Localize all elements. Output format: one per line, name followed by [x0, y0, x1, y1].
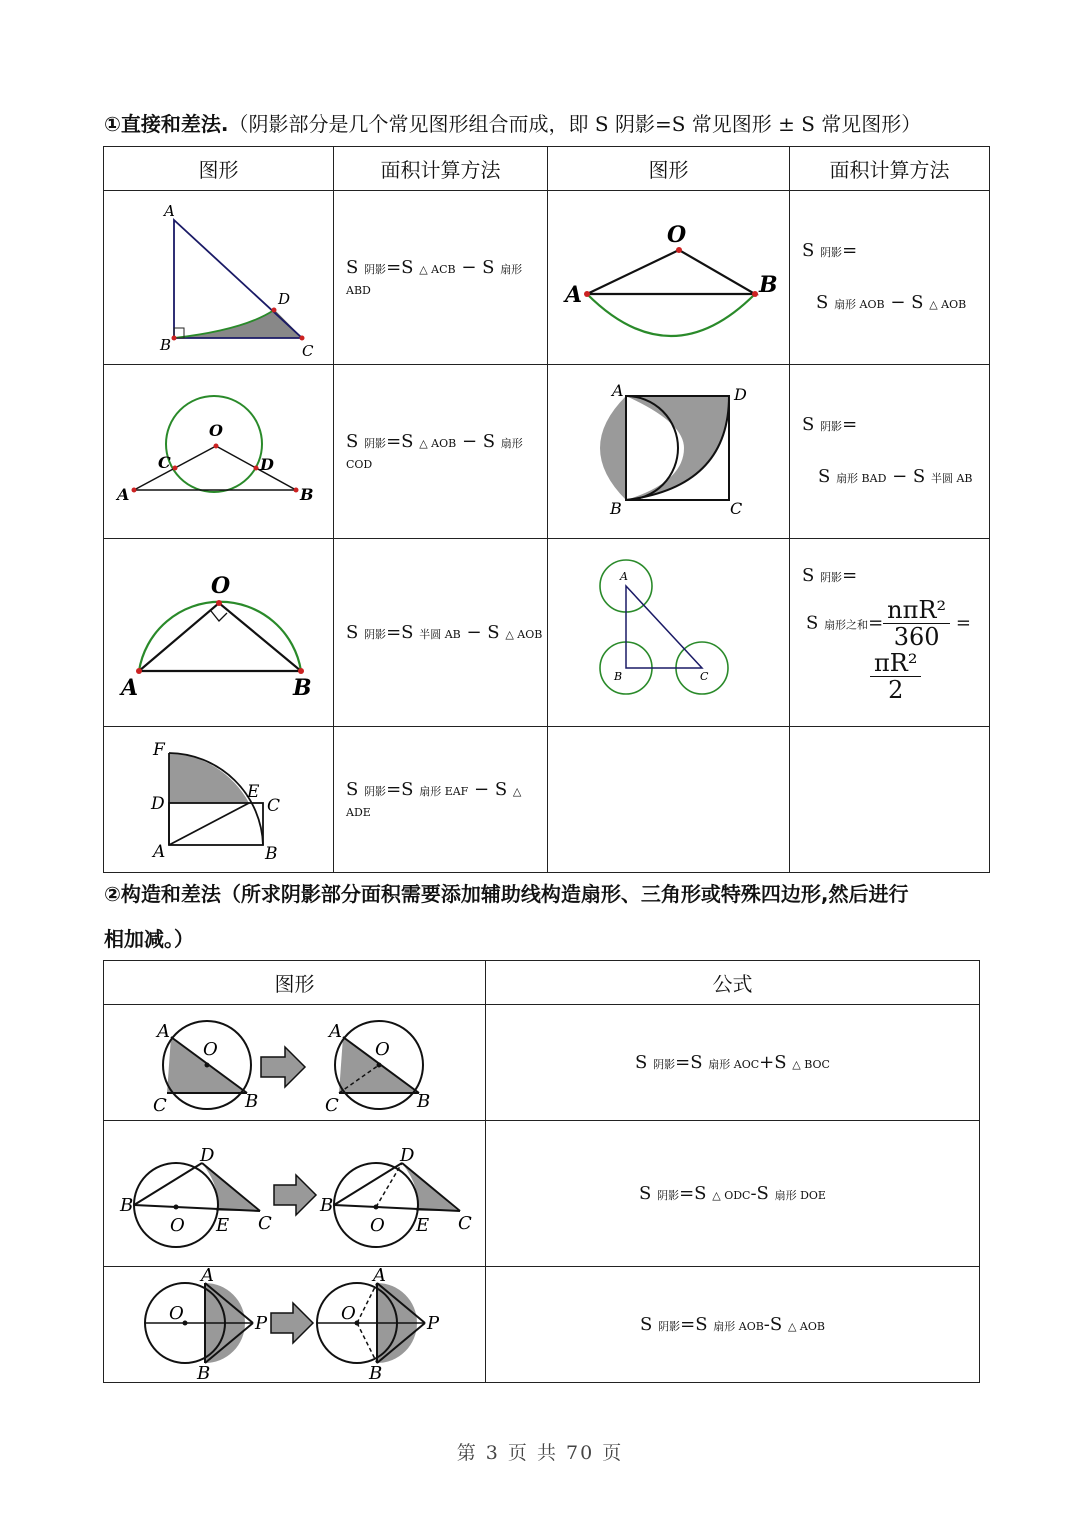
- figure-construct-3: [104, 1264, 486, 1384]
- empty-cell: [790, 727, 990, 873]
- label-D: D: [259, 454, 274, 474]
- formula-row-2: S 阴影=S △ ODC-S 扇形 DOE: [486, 1121, 980, 1267]
- label-A: A: [564, 281, 582, 308]
- section2-heading-line2: 相加减。）: [104, 927, 194, 951]
- header-figure-2: 图形: [548, 147, 790, 191]
- svg-text:C: C: [457, 1212, 472, 1234]
- label-A: A: [116, 484, 129, 504]
- label-O: O: [666, 221, 686, 248]
- section1-table: [103, 146, 990, 873]
- formula-r4c2: S 阴影=S 扇形 EAF − S △ ADE: [334, 727, 548, 873]
- svg-text:B: B: [119, 1194, 133, 1216]
- label-D: D: [277, 289, 290, 308]
- svg-text:D: D: [199, 1144, 214, 1166]
- label-B: B: [613, 669, 622, 683]
- svg-text:A: A: [328, 1020, 342, 1042]
- label-A: A: [619, 569, 628, 583]
- empty-cell: [548, 727, 790, 873]
- svg-text:B: B: [368, 1362, 382, 1384]
- label-F: F: [152, 739, 165, 760]
- svg-text:O: O: [169, 1214, 185, 1236]
- figure-circle-triangle: [104, 365, 334, 539]
- figure-rectangle-sector: [104, 727, 334, 873]
- label-C: C: [157, 452, 171, 472]
- label-A: A: [163, 201, 175, 220]
- svg-text:B: B: [416, 1090, 430, 1112]
- label-B: B: [292, 674, 312, 701]
- formula-r3c2: S 阴影=S 半圆 AB − S △ AOB: [334, 539, 548, 727]
- svg-text:P: P: [254, 1312, 267, 1334]
- svg-text:C: C: [324, 1094, 339, 1116]
- svg-text:O: O: [202, 1038, 218, 1060]
- label-D: D: [150, 793, 165, 814]
- label-B: B: [758, 271, 778, 298]
- formula-r1c2: S 阴影=S △ ACB − S 扇形 ABD: [334, 191, 548, 365]
- label-D: D: [733, 384, 747, 404]
- section1-title-bold: ①直接和差法.: [104, 112, 229, 136]
- formula-row-3: S 阴影=S 扇形 AOB-S △ AOB: [486, 1267, 980, 1383]
- label-C: C: [266, 795, 280, 816]
- svg-text:O: O: [168, 1302, 184, 1324]
- label-O: O: [210, 572, 230, 599]
- svg-text:D: D: [399, 1144, 414, 1166]
- header-figure: 图形: [104, 961, 486, 1005]
- svg-text:C: C: [257, 1212, 272, 1234]
- svg-text:E: E: [415, 1214, 429, 1236]
- formula-r3c4: S 阴影= S 扇形之和= $\frac{\text{nπR²}}{360}$ = $\frac{\text{πR²}}{2}$: [790, 539, 990, 727]
- svg-text:B: B: [319, 1194, 333, 1216]
- section1-title-rest: （阴影部分是几个常见图形组合而成，即 S 阴影=S 常见图形 ± S 常见图形）: [228, 112, 922, 136]
- formula-r2c4: S 阴影= S 扇形 BAD − S 半圆 AB: [790, 365, 990, 539]
- header-formula: 公式: [486, 961, 980, 1005]
- label-C: C: [301, 341, 313, 360]
- figure-construct-1: [104, 1005, 486, 1121]
- svg-text:A: A: [156, 1020, 170, 1042]
- formula-r2c2: S 阴影=S △ AOB − S 扇形 COD: [334, 365, 548, 539]
- svg-text:O: O: [340, 1302, 356, 1324]
- page-footer: 第 3 页 共 70 页: [456, 1442, 624, 1464]
- svg-text:C: C: [152, 1094, 167, 1116]
- label-C: C: [699, 669, 708, 683]
- svg-text:E: E: [215, 1214, 229, 1236]
- figure-construct-2: [104, 1121, 486, 1267]
- label-E: E: [246, 781, 259, 802]
- section2-heading-line1: ②构造和差法（所求阴影部分面积需要添加辅助线构造扇形、三角形或特殊四边形,然后进行: [104, 882, 909, 906]
- label-A: A: [120, 674, 138, 701]
- formula-row-1: S 阴影=S 扇形 AOC+S △ BOC: [486, 1005, 980, 1121]
- header-method-1: 面积计算方法: [334, 147, 548, 191]
- section2-table: [103, 960, 980, 1383]
- svg-text:O: O: [374, 1038, 390, 1060]
- svg-text:A: A: [200, 1264, 214, 1286]
- label-B: B: [299, 484, 314, 504]
- label-B: B: [264, 843, 277, 864]
- label-A: A: [152, 841, 165, 862]
- label-B: B: [609, 498, 622, 518]
- section1-heading: [104, 110, 921, 138]
- label-O: O: [208, 420, 223, 440]
- label-B: B: [159, 335, 171, 354]
- svg-text:P: P: [426, 1312, 439, 1334]
- header-figure-1: 图形: [104, 147, 334, 191]
- svg-text:B: B: [244, 1090, 258, 1112]
- figure-semicircle: [104, 539, 334, 727]
- svg-text:O: O: [369, 1214, 385, 1236]
- svg-text:A: A: [372, 1264, 386, 1286]
- label-A: A: [611, 380, 624, 400]
- figure-sector-aob: [548, 191, 790, 365]
- figure-square-sector: [548, 365, 790, 539]
- header-method-2: 面积计算方法: [790, 147, 990, 191]
- svg-text:B: B: [196, 1362, 210, 1384]
- formula-r1c4: S 阴影= S 扇形 AOB − S △ AOB: [790, 191, 990, 365]
- label-C: C: [729, 498, 742, 518]
- figure-right-triangle: [104, 191, 334, 365]
- figure-three-circles: [548, 539, 790, 727]
